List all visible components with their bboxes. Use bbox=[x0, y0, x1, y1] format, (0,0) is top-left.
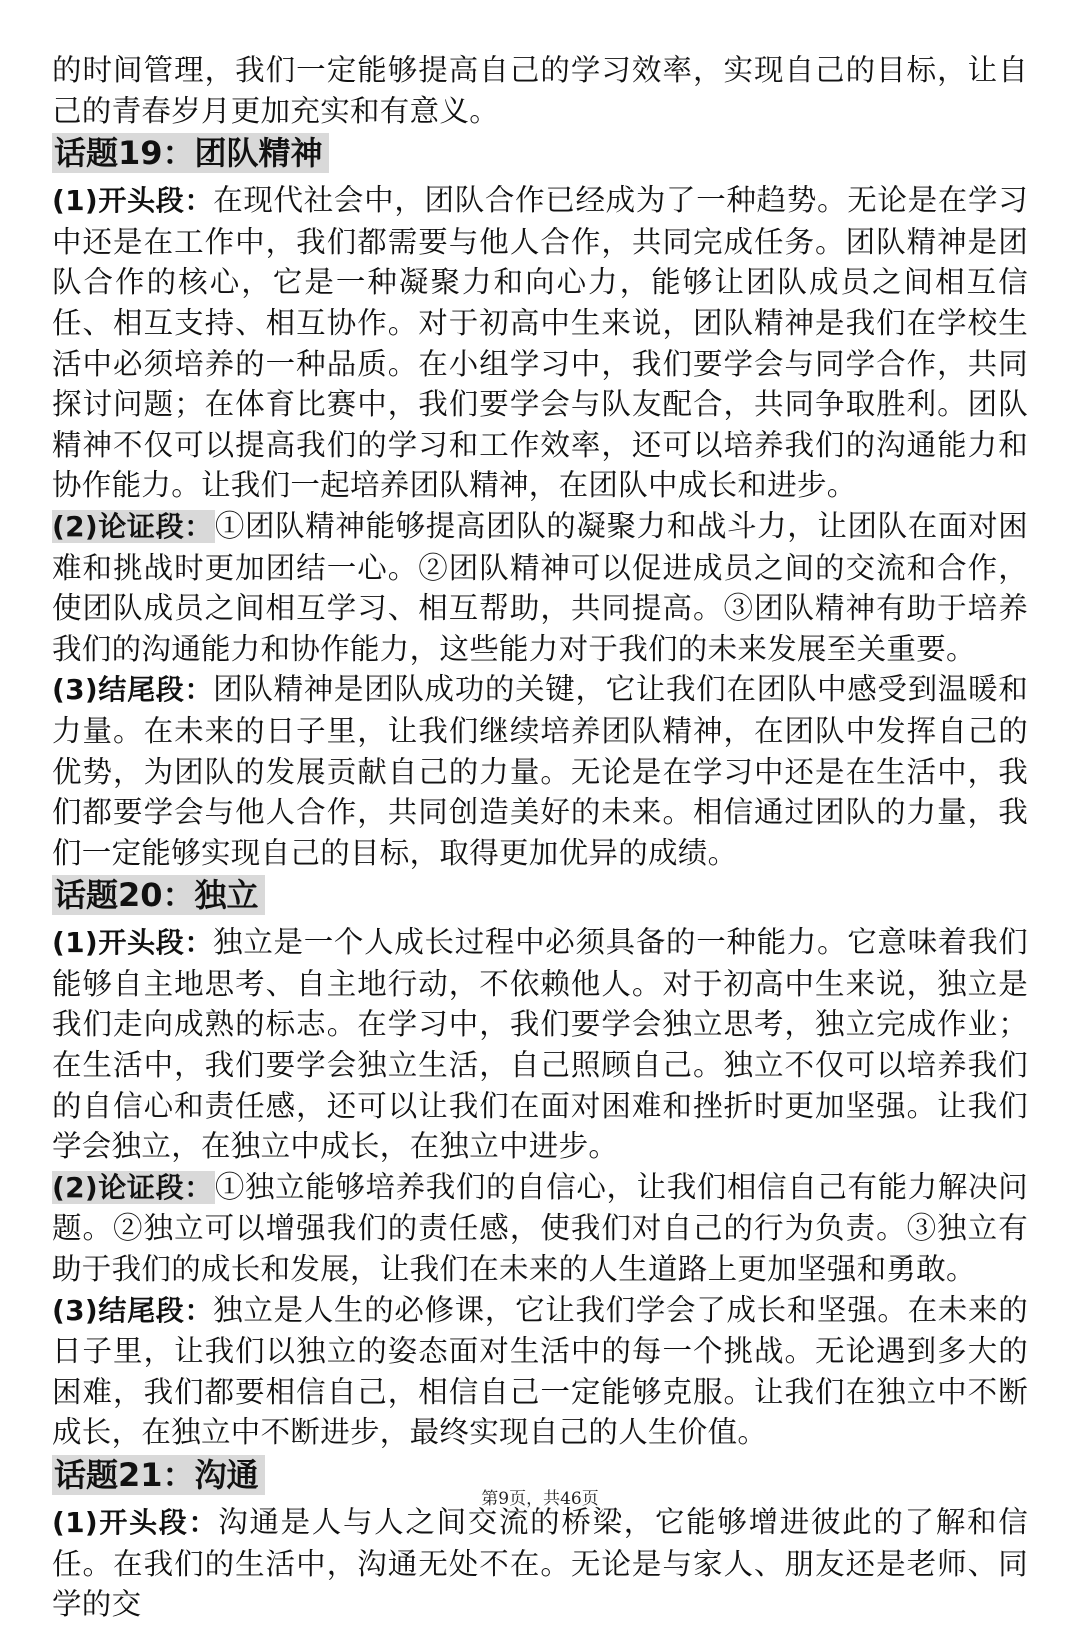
section-label: (2)论证段： bbox=[52, 509, 213, 543]
section-label: (1)开头段： bbox=[52, 1506, 219, 1539]
section-text: ①团队精神能够提高团队的凝聚力和战斗力，让团队在面对困难和挑战时更加团结一心。②团队精神可以促进成员之间的交流和合作，使团队成员之间相互学习、相互帮助，共同提高。③团队精神有助于培养我们的沟通能力和协作能力，这些能力对于我们的未来发展至关重要。 bbox=[52, 508, 1028, 666]
section-label: (3)结尾段： bbox=[52, 673, 214, 707]
section-label: (3)结尾段： bbox=[52, 1293, 214, 1327]
closing-paragraph bbox=[52, 669, 1028, 873]
section-text: 独立是一个人成长过程中必须具备的一种能力。它意味着我们能够自主地思考、自主地行动，不依赖他人。对于初高中生来说，独立是我们走向成熟的标志。在学习中，我们要学会独立思考，独立完成作业；在生活中，我们要学会独立生活，自己照顾自己。独立不仅可以培养我们的自信心和责任感，还可以让我们在面对困难和挫折时更加坚强。让我们学会独立，在独立中成长，在独立中进步。 bbox=[52, 925, 1028, 1164]
section-text: 团队精神是团队成功的关键，它让我们在团队中感受到温暖和力量。在未来的日子里，让我们继续培养团队精神，在团队中发挥自己的优势，为团队的发展贡献自己的力量。无论是在学习中还是在生活中，我们都要学会与他人合作，共同创造美好的未来。相信通过团队的力量，我们一定能够实现自己的目标，取得更加优异的成绩。 bbox=[52, 672, 1028, 870]
section-label: (2)论证段： bbox=[52, 1170, 213, 1204]
topic-heading: 话题21：沟通 bbox=[52, 1455, 265, 1495]
opening-paragraph bbox=[52, 1502, 1028, 1625]
section-text: 沟通是人与人之间交流的桥梁，它能够增进彼此的了解和信任。在我们的生活中，沟通无处不在。无论是与家人、朋友还是老师、同学的交 bbox=[52, 1505, 1028, 1622]
section-label: (1)开头段： bbox=[52, 184, 214, 218]
argument-paragraph bbox=[52, 1167, 1028, 1290]
topic-heading: 话题20：独立 bbox=[52, 875, 265, 915]
topic-19-heading-wrap bbox=[52, 133, 1028, 179]
topic-heading: 话题19：团队精神 bbox=[52, 133, 329, 173]
intro-paragraph: 的时间管理，我们一定能够提高自己的学习效率，实现自己的目标，让自己的青春岁月更加充实和有意义。 bbox=[52, 53, 1028, 128]
section-text: 在现代社会中，团队合作已经成为了一种趋势。无论是在学习中还是在工作中，我们都需要与他人合作，共同完成任务。团队精神是团队合作的核心，它是一种凝聚力和向心力，能够让团队成员之间相互信任、相互支持、相互协作。对于初高中生来说，团队精神是我们在学校生活中必须培养的一种品质。在小组学习中，我们要学会与同学合作，共同探讨问题；在体育比赛中，我们要学会与队友配合，共同争取胜利。团队精神不仅可以提高我们的学习和工作效率，还可以培养我们的沟通能力和协作能力。让我们一起培养团队精神，在团队中成长和进步。 bbox=[52, 183, 1028, 503]
opening-paragraph bbox=[52, 922, 1028, 1167]
topic-20-heading-wrap bbox=[52, 875, 1028, 921]
argument-paragraph bbox=[52, 506, 1028, 669]
section-text: 独立是人生的必修课，它让我们学会了成长和坚强。在未来的日子里，让我们以独立的姿态面对生活中的每一个挑战。无论遇到多大的困难，我们都要相信自己，相信自己一定能够克服。让我们在独立中不断成长，在独立中不断进步，最终实现自己的人生价值。 bbox=[52, 1292, 1028, 1450]
section-text: ①独立能够培养我们的自信心，让我们相信自己有能力解决问题。②独立可以增强我们的责任感，使我们对自己的行为负责。③独立有助于我们的成长和发展，让我们在未来的人生道路上更加坚强和勇敢。 bbox=[52, 1169, 1028, 1287]
closing-paragraph bbox=[52, 1290, 1028, 1453]
section-label: (1)开头段： bbox=[52, 926, 214, 960]
page-footer: 第9页，共46页 bbox=[481, 1489, 599, 1509]
opening-paragraph bbox=[52, 180, 1028, 506]
